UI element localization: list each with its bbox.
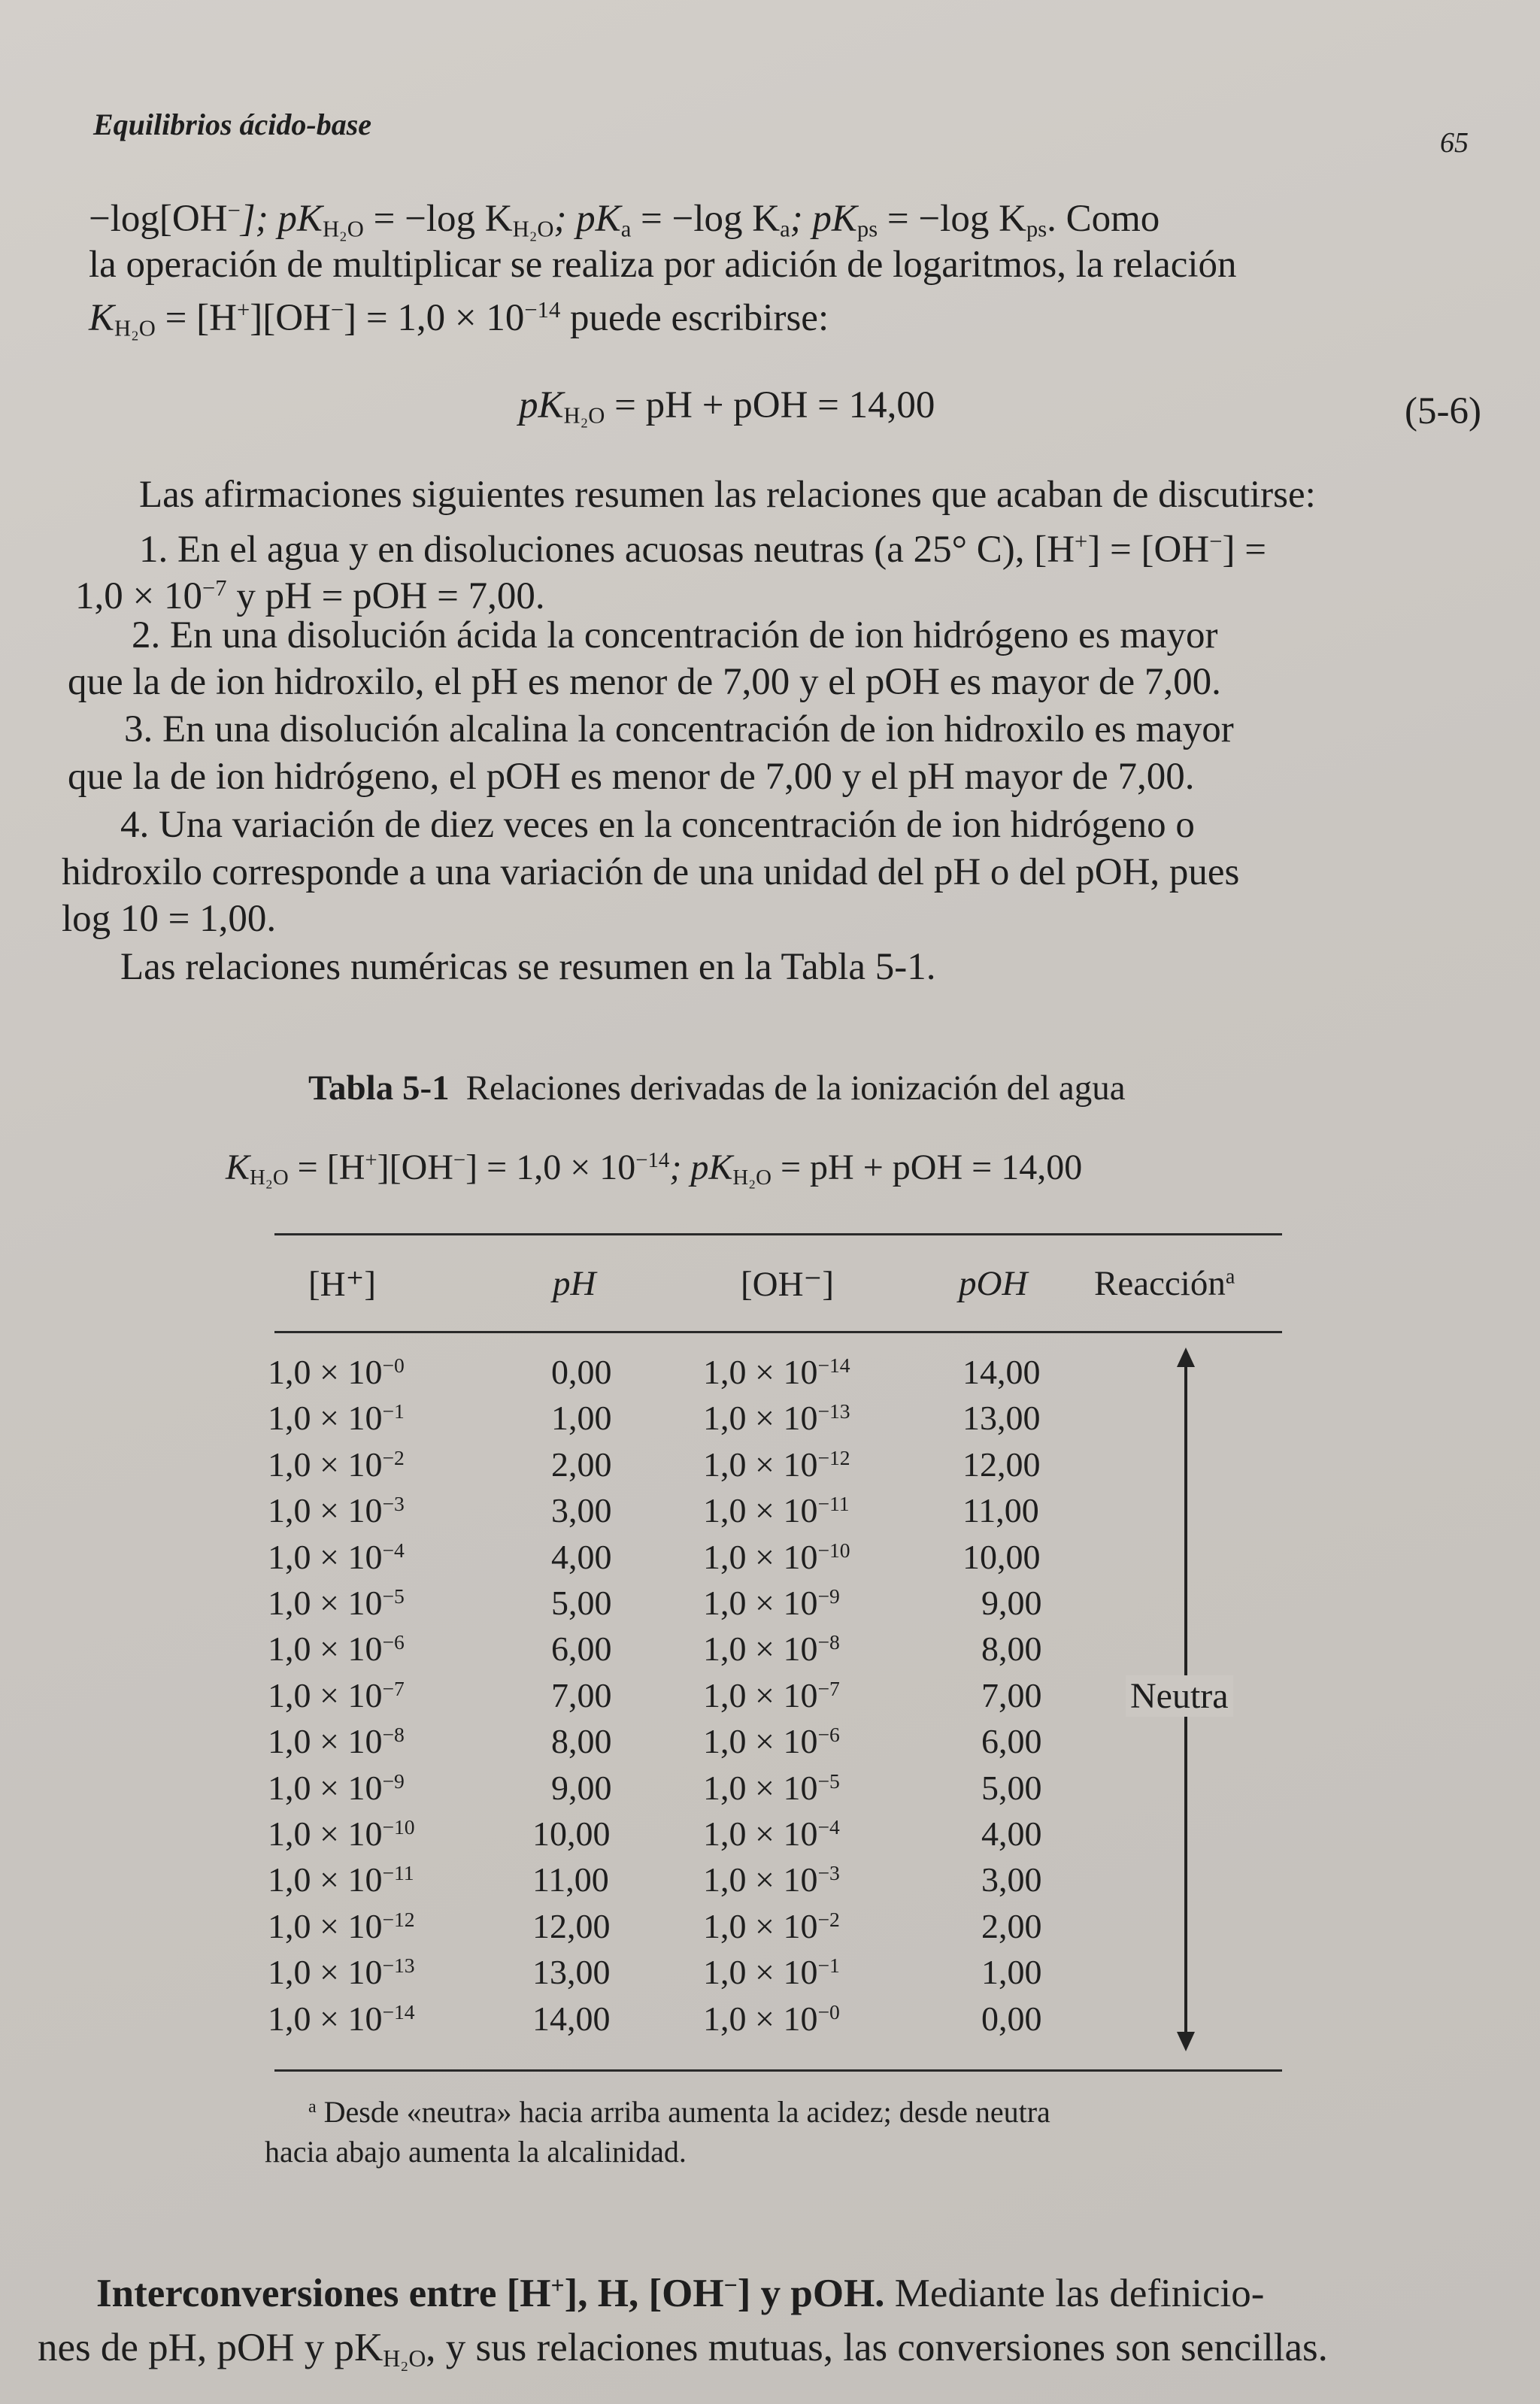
summary-item-1: 1. En el agua y en disoluciones acuosas neutras (a 25° C), [H+] = [OH−] = [139, 528, 1266, 571]
table-cell-ph: 12,00 [532, 1906, 611, 1945]
table-cell-poh: 10,00 [962, 1537, 1041, 1576]
intro-line-1: −log[OH−]; $pK_{H_2O} = -\log$ $K_{H_2O}$; $pK_a = -\log$ $K_a$; $pK_{ps} = -\log$ $K_{ps}$. Como [89, 197, 1160, 242]
table-cell-ph: 14,00 [532, 1999, 611, 2038]
table-cell-h: $1,0 \times 10^{-4}$ [268, 1537, 405, 1576]
table-cell-oh: $1,0 \times 10^{-10}$ [703, 1537, 850, 1576]
table-cell-poh: 3,00 [981, 1860, 1042, 1899]
table-cell-oh: $1,0 \times 10^{-11}$ [703, 1491, 850, 1530]
table-cell-oh: $1,0 \times 10^{-5}$ [703, 1768, 840, 1807]
header-poh: pOH [959, 1264, 1028, 1303]
table-cell-ph: 7,00 [551, 1675, 612, 1714]
table-cell-h: $1,0 \times 10^{-6}$ [268, 1629, 405, 1669]
table-formula: $K_{H_2O} = [H^+][OH^-] = 1,0 \times 10^{-14}$; $pK_{H_2O}$ = pH + pOH = 14,00 [226, 1147, 1083, 1190]
arrow-down-icon [1177, 2032, 1195, 2051]
table-cell-h: $1,0 \times 10^{-1}$ [268, 1399, 405, 1438]
section-text-line-2: nes de pH, pOH y $pK_{H_2O}$, y sus relaciones mutuas, las conversiones son sencillas. [38, 2326, 1328, 2372]
table-cell-ph: 6,00 [551, 1629, 612, 1669]
table-cell-oh: $1,0 \times 10^{-8}$ [703, 1629, 840, 1669]
table-cell-ph: 8,00 [551, 1722, 612, 1761]
table-cell-h: $1,0 \times 10^{-9}$ [268, 1768, 405, 1807]
intro-line-3: $K_{H_2O} = [H^+][OH^-] = 1,0 \times 10^{-14}$ puede escribirse: [89, 296, 829, 341]
table-cell-h: $1,0 \times 10^{-5}$ [268, 1584, 405, 1622]
table-cell-ph: 11,00 [532, 1860, 609, 1899]
table-cell-h: $1,0 \times 10^{-3}$ [268, 1491, 405, 1530]
table-cell-oh: $1,0 \times 10^{-9}$ [703, 1584, 840, 1622]
table-cell-ph: 4,00 [551, 1537, 612, 1576]
table-bottom-rule [274, 2069, 1282, 2072]
intro-line-2: la operación de multiplicar se realiza por adición de logaritmos, la relación [89, 244, 1237, 286]
table-cell-poh: 4,00 [981, 1814, 1042, 1853]
table-cell-poh: 1,00 [981, 1953, 1042, 1992]
summary-item-2: 2. En una disolución ácida la concentración de ion hidrógeno es mayor [132, 614, 1218, 656]
table-cell-ph: 9,00 [551, 1768, 612, 1807]
table-footnote-line-2: hacia abajo aumenta la alcalinidad. [265, 2135, 687, 2169]
table-cell-poh: 13,00 [962, 1399, 1041, 1438]
page-number: 65 [1440, 127, 1469, 159]
table-cell-h: $1,0 \times 10^{-14}$ [268, 1999, 415, 2038]
table-cell-h: $1,0 \times 10^{-7}$ [268, 1675, 405, 1714]
table-cell-oh: $1,0 \times 10^{-6}$ [703, 1722, 840, 1761]
table-cell-ph: 13,00 [532, 1953, 611, 1992]
table-cell-oh: $1,0 \times 10^{-14}$ [703, 1353, 850, 1391]
table-cell-oh: $1,0 \times 10^{-4}$ [703, 1814, 840, 1853]
summary-item-3-cont: que la de ion hidrógeno, el pOH es menor de 7,00 y el pH mayor de 7,00. [68, 756, 1195, 798]
section-heading-line: Interconversiones entre [H+], H, [OH−] y pOH. Mediante las definicio- [96, 2272, 1265, 2315]
table-cell-oh: $1,0 \times 10^{-12}$ [703, 1445, 850, 1484]
table-cell-poh: 6,00 [981, 1722, 1042, 1761]
table-cell-poh: 7,00 [981, 1675, 1042, 1714]
summary-item-2-cont: que la de ion hidroxilo, el pH es menor de 7,00 y el pOH es mayor de 7,00. [68, 661, 1221, 703]
table-cell-poh: 11,00 [962, 1491, 1039, 1530]
table-cell-ph: 3,00 [551, 1491, 612, 1530]
summary-intro: Las afirmaciones siguientes resumen las relaciones que acaban de discutirse: [139, 474, 1316, 516]
table-cell-poh: 2,00 [981, 1906, 1042, 1945]
table-cell-h: $1,0 \times 10^{-13}$ [268, 1953, 415, 1992]
table-footnote-line-1: $^a$ Desde «neutra» hacia arriba aumenta la acidez; desde neutra [308, 2095, 1050, 2129]
header-ph: pH [553, 1264, 596, 1303]
summary-item-4-cont: hidroxilo corresponde a una variación de una unidad del pH o del pOH, pues [62, 851, 1240, 893]
table-cell-poh: 14,00 [962, 1353, 1041, 1391]
table-header-rule [274, 1331, 1282, 1333]
table-cell-oh: $1,0 \times 10^{-0}$ [703, 1999, 840, 2038]
header-reaction: Reacción$^a$ [1094, 1264, 1235, 1303]
table-cell-h: $1,0 \times 10^{-2}$ [268, 1445, 405, 1484]
table-cell-poh: 8,00 [981, 1629, 1042, 1669]
table-cell-oh: $1,0 \times 10^{-2}$ [703, 1906, 840, 1945]
table-caption: Tabla 5-1 Relaciones derivadas de la ionización del agua [308, 1069, 1126, 1108]
table-cell-ph: 10,00 [532, 1814, 611, 1853]
header-h-concentration: [H⁺] [308, 1265, 377, 1304]
table-cell-oh: $1,0 \times 10^{-13}$ [703, 1399, 850, 1438]
header-oh-concentration: [OH⁻] [741, 1265, 834, 1304]
table-cell-h: $1,0 \times 10^{-0}$ [268, 1353, 405, 1391]
summary-item-3: 3. En una disolución alcalina la concentración de ion hidroxilo es mayor [124, 708, 1234, 750]
table-cell-oh: $1,0 \times 10^{-7}$ [703, 1675, 840, 1714]
equation-label: (5-6) [1405, 390, 1481, 432]
reaction-neutral-label: Neutra [1126, 1675, 1233, 1717]
table-cell-oh: $1,0 \times 10^{-1}$ [703, 1953, 840, 1992]
table-cell-ph: 2,00 [551, 1445, 612, 1484]
table-top-rule [274, 1233, 1282, 1235]
summary-item-4-end: log 10 = 1,00. [62, 898, 277, 940]
summary-item-1-cont: $1,0 \times 10^{-7}$ y pH = pOH = 7,00. [75, 574, 545, 617]
table-cell-poh: 5,00 [981, 1768, 1042, 1807]
table-cell-h: $1,0 \times 10^{-8}$ [268, 1722, 405, 1761]
table-cell-h: $1,0 \times 10^{-12}$ [268, 1906, 415, 1945]
summary-closing: Las relaciones numéricas se resumen en la Tabla 5-1. [120, 946, 936, 988]
table-cell-ph: 1,00 [551, 1399, 612, 1438]
table-cell-h: $1,0 \times 10^{-11}$ [268, 1860, 414, 1899]
table-cell-oh: $1,0 \times 10^{-3}$ [703, 1860, 840, 1899]
table-cell-ph: 5,00 [551, 1584, 612, 1622]
table-cell-poh: 0,00 [981, 1999, 1042, 2038]
table-cell-ph: 0,00 [551, 1353, 612, 1391]
table-cell-poh: 9,00 [981, 1584, 1042, 1622]
table-cell-poh: 12,00 [962, 1445, 1041, 1484]
summary-item-4: 4. Una variación de diez veces en la concentración de ion hidrógeno o [120, 804, 1195, 846]
table-cell-h: $1,0 \times 10^{-10}$ [268, 1814, 415, 1853]
running-header: Equilibrios ácido-base [93, 108, 372, 141]
equation-5-6: $pK_{H_2O}$ = pH + pOH = 14,00 [519, 384, 935, 429]
